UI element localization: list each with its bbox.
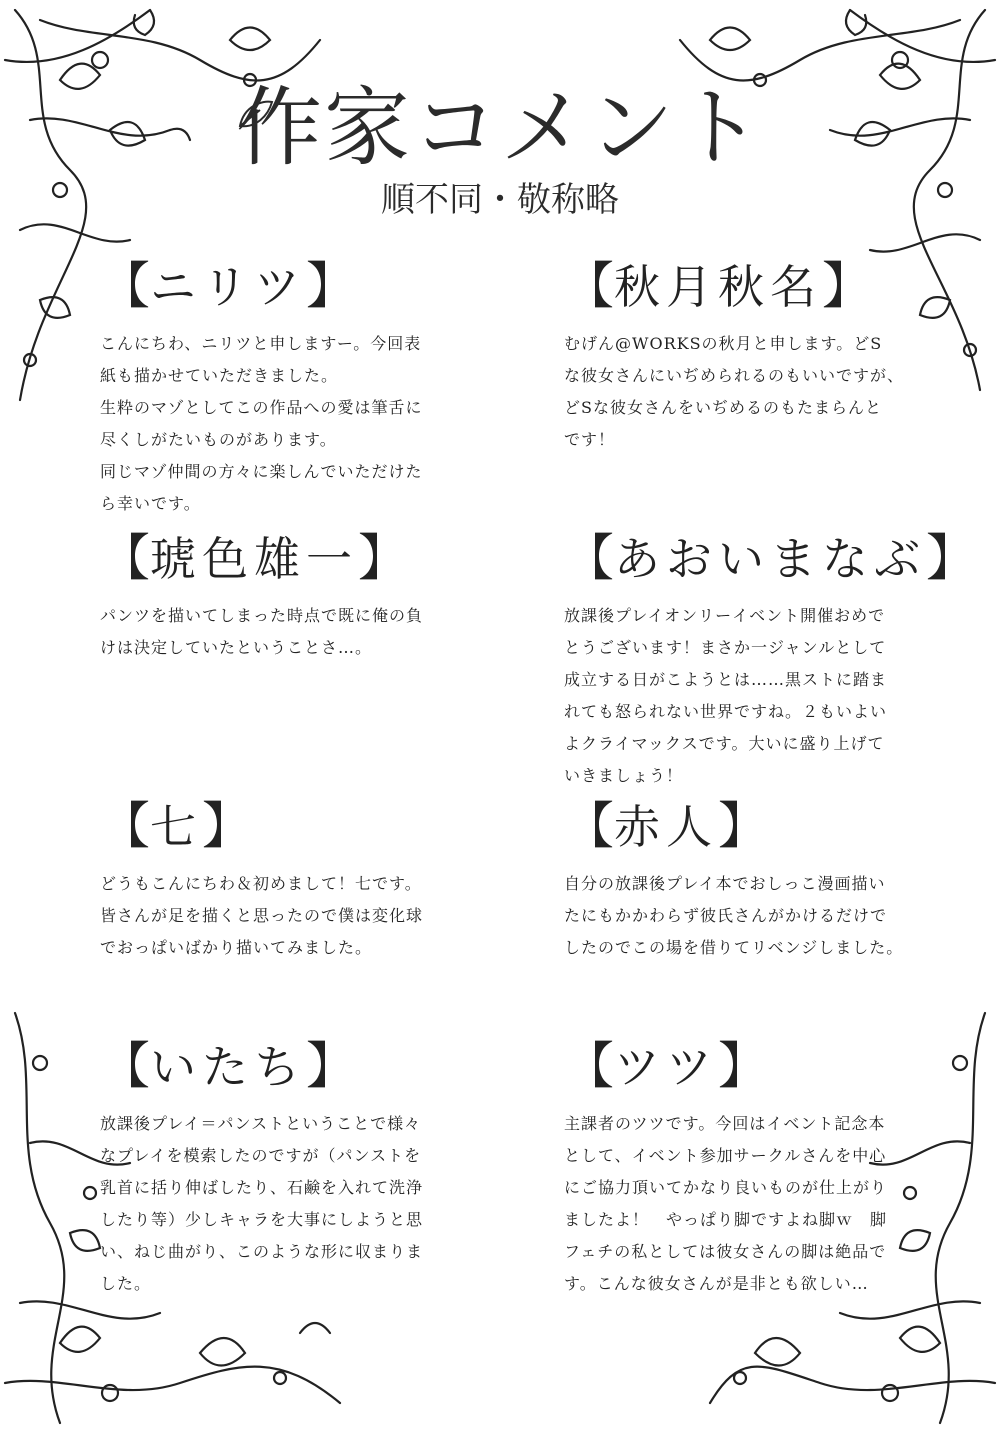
- author-name: 【ツツ】: [564, 1037, 768, 1095]
- author-entry-akizuki-akina: [564, 256, 924, 456]
- author-name: 【琥色雄一】: [100, 529, 408, 587]
- author-name: 【赤人】: [564, 797, 768, 855]
- author-comment: パンツを描いてしまった時点で既に俺の負 けは決定していたということさ…。: [100, 606, 424, 657]
- author-comment: むげん@WORKSの秋月と申します。どS な彼女さんにいぢめられるのもいいですが、 どSな彼女さんをいぢめるのもたまらんと です！: [564, 334, 905, 449]
- author-name: 【ニリツ】: [100, 257, 356, 315]
- author-comment: 自分の放課後プレイ本でおしっこ漫画描い たにもかかわらず彼氏さんがかけるだけで したのでこの場を借りてリベンジしました。: [564, 874, 904, 957]
- author-entry-tsutsu: [564, 1036, 924, 1300]
- author-name: 【七】: [100, 797, 252, 855]
- author-entry-aoi-manabu: [564, 528, 976, 792]
- author-entry-akahito: [564, 796, 924, 964]
- author-comment: 主課者のツツです。今回はイベント記念本 として、イベント参加サークルさんを中心 にご協力頂いてかなり良いものが仕上がり ましたよ！ やっぱり脚ですよね脚ｗ 脚 フェチの私としては彼女さんの脚は絶品で す。こんな彼女さんが是非とも欲しい…: [564, 1114, 888, 1293]
- page-title: 作家コメント: [236, 78, 764, 178]
- author-entry-kohaku-yuichi: [100, 528, 460, 664]
- author-entry-itachi: [100, 1036, 460, 1300]
- page-subtitle: 順不同・敬称略: [381, 180, 619, 220]
- author-comment: どうもこんにちわ＆初めまして！七です。 皆さんが足を描くと思ったので僕は変化球 でおっぱいばかり描いてみました。: [100, 874, 424, 957]
- author-name: 【秋月秋名】: [564, 257, 872, 315]
- author-entry-nirittsu: [100, 256, 460, 520]
- author-comment: こんにちわ、ニリツと申しますー。今回表 紙も描かせていただきました。 生粋のマゾとしてこの作品への愛は筆舌に 尽くしがたいものがあります。 同じマゾ仲間の方々に楽しんでいただけた ら幸いです。: [100, 334, 423, 513]
- author-comment: 放課後プレイオンリーイベント開催おめで とうございます！まさか一ジャンルとして 成立する日がこようとは……黒ストに踏ま れても怒られない世界ですね。２もいよい よクライマックスです。大いに盛り上げて いきましょう！: [564, 606, 888, 785]
- author-name: 【あおいまなぶ】: [564, 529, 976, 587]
- author-comment: 放課後プレイ＝パンストということで様々 なプレイを模索したのですが（パンストを 乳首に括り伸ばしたり、石鹸を入れて洗浄 したり等）少しキャラを大事にしようと思 い、ねじ曲がり、このような形に収まりま した。: [100, 1114, 424, 1293]
- author-entry-nana: [100, 796, 460, 964]
- author-name: 【いたち】: [100, 1037, 356, 1095]
